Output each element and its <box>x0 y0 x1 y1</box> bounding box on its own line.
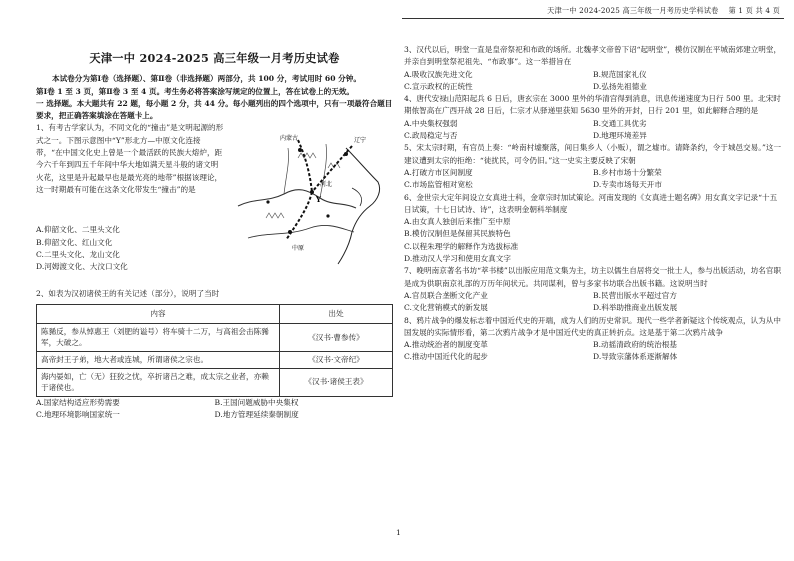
q2-option-b[interactable]: B.王国问题威胁中央集权 <box>214 397 299 407</box>
q3-option-c[interactable]: C.宣示政权的正统性 <box>404 81 473 91</box>
q6-option-a[interactable]: A.由女真人独创后来推广至中原 <box>404 217 511 227</box>
table-header-row <box>37 304 393 323</box>
q2-options-row-1 <box>36 397 393 409</box>
q5-option-a[interactable]: A.打破方市区间制度 <box>404 167 473 177</box>
q4-option-b[interactable]: B.交通工具优劣 <box>593 118 647 128</box>
map-label-inner-mongolia: 内蒙古 <box>280 135 299 143</box>
table-cell-source: 《汉书·诸侯王表》 <box>280 368 393 396</box>
table-row <box>37 323 393 351</box>
q7-options-row-1 <box>404 290 782 302</box>
header-school: 天津一中 2024-2025 高三年级一月考历史学科试卷 <box>547 6 719 15</box>
question-2-table <box>36 304 393 397</box>
q2-option-d[interactable]: D.地方管理延续秦朝制度 <box>214 410 299 420</box>
q4-options-row-2 <box>404 130 782 142</box>
page-header <box>547 6 780 16</box>
question-8-stem: 8、鸦片战争的爆发标志着中国近代史的开端，成为人们的历史常识。现代一些学者新疑这个传统观点，认为从中国发展的实际情形看，第二次鸦片战争才是中国近代史的真正转折点。这是基于第二次鸦片战争 <box>404 315 781 337</box>
q2-option-a[interactable]: A.国家结构适应形势需要 <box>36 397 120 407</box>
q4-option-d[interactable]: D.地理环境差异 <box>593 131 647 141</box>
table-cell-content: 陈豨反，参从悼惠王（刘肥的谥号）将车骑十二万，与高祖会击陈豨军，大破之。 <box>37 323 280 351</box>
cultural-map-figure <box>228 128 394 268</box>
q7-options-row-2 <box>404 302 782 314</box>
q5-option-d[interactable]: D.专卖市场每天开市 <box>593 180 662 190</box>
q6-option-c[interactable]: C.以程朱理学的解释作为选拔标准 <box>404 241 519 251</box>
q7-option-a[interactable]: A.官员联合垄断文化产业 <box>404 290 488 300</box>
question-5-stem: 5、宋太宗时期，有官员上奏：“岭南村墟聚落，间日集乡人（小贩），谓之墟市。请降条约，令于城邑交易。”这一建议遭到太宗的拒绝：“徒扰民，可令仍旧。”这一史实主要反映了宋朝 <box>404 143 782 165</box>
table-header-content: 内容 <box>37 304 280 323</box>
q5-options-row-1 <box>404 167 782 179</box>
q8-option-a[interactable]: A.推动统治者的制度变革 <box>404 340 488 350</box>
question-1 <box>36 122 393 288</box>
q1-option-a[interactable]: A.仰韶文化、二里头文化 <box>36 225 120 235</box>
q8-option-d[interactable]: D.导致宗藩体系逐渐解体 <box>593 352 678 362</box>
q8-option-c[interactable]: C.推动中国近代化的起步 <box>404 352 488 362</box>
table-cell-source: 《汉书·文帝纪》 <box>280 351 393 368</box>
table-cell-content: 高帝封王子弟，地大者或连城，所谓诸侯之宗也。 <box>37 351 280 368</box>
left-column <box>36 44 393 421</box>
exam-title: 天津一中 2024-2025 高三年级一月考历史试卷 <box>89 51 340 65</box>
q7-option-c[interactable]: C.文化营销模式的新发展 <box>404 303 488 313</box>
q5-option-c[interactable]: C.市场监管相对宽松 <box>404 180 473 190</box>
page-number: 1 <box>396 528 401 537</box>
q8-options-row-2 <box>404 351 782 363</box>
header-page: 第 1 页 共 4 页 <box>728 6 780 15</box>
q4-option-c[interactable]: C.政局稳定与否 <box>404 131 458 141</box>
q2-option-c[interactable]: C.地理环境影响国家统一 <box>36 410 120 420</box>
q7-option-b[interactable]: B.民营出版水平超过官方 <box>593 290 677 300</box>
q3-option-b[interactable]: B.规范国家礼仪 <box>593 69 647 79</box>
table-row <box>37 368 393 396</box>
question-2-stem: 2、如表为汉初诸侯王的有关记述（部分），说明了当时 <box>36 289 220 299</box>
map-label-central-plains: 中原 <box>292 245 305 253</box>
q8-options-row-1 <box>404 339 782 351</box>
q6-option-d[interactable]: D.推动汉人学习和使用女真文字 <box>404 254 511 264</box>
question-1-options <box>36 224 224 273</box>
question-3-stem: 3、汉代以后，明堂一直是皇帝祭祀和布政的场所。北魏孝文帝曾下诏“起明堂”，模仿汉制在平城南郊建立明堂，并亲自到明堂祭祀祖先、“布政事”。这一举措旨在 <box>404 45 782 67</box>
table-cell-source: 《汉书·曹参传》 <box>280 323 393 351</box>
question-6-stem: 6、金世宗大定年间设立女真进士科，金章宗时加试策论。河南发现的《女真进士题名碑》用女真文字记录“十五日试策，十七日试诗、诗”，这表明金朝科举制度 <box>404 192 778 214</box>
q1-option-c[interactable]: C.二里头文化、龙山文化 <box>36 250 120 260</box>
q6-option-b[interactable]: B.模仿汉制但是保留其民族特色 <box>404 229 511 239</box>
q4-option-a[interactable]: A.中央集权强弱 <box>404 118 458 128</box>
q5-options-row-2 <box>404 179 782 191</box>
q3-option-d[interactable]: D.弘扬先祖德业 <box>593 81 647 91</box>
q7-option-d[interactable]: D.科举助推商业出版发展 <box>593 303 678 313</box>
map-label-y: Y <box>316 195 321 205</box>
q1-option-b[interactable]: B.仰韶文化、红山文化 <box>36 237 113 247</box>
right-column <box>404 44 782 364</box>
intro-line-2: 第Ⅰ卷 1 至 3 页，第Ⅱ卷 3 至 4 页。考生务必将答案涂写规定的位置上，答在试卷上的无效。 <box>36 86 355 96</box>
q2-options-row-2 <box>36 409 393 421</box>
table-cell-content: 海内晏如，亡（无）狂狡之忧，卒折诸吕之难，成太宗之业者，亦赖于诸侯也。 <box>37 368 280 396</box>
intro-line-1: 本试卷分为第Ⅰ卷（选择题）、第Ⅱ卷（非选择题）两部分，共 100 分，考试用时 60 分钟。 <box>52 74 361 84</box>
section-1-instructions: 一 选择题。本大题共有 22 题，每小题 2 分，共 44 分。每小题列出的四个选项中，只有一项最符合题目要求，把正确答案填涂在答题卡上。 <box>36 98 393 121</box>
q3-option-a[interactable]: A.吸收汉族先进文化 <box>404 69 473 79</box>
table-header-source: 出处 <box>280 304 393 323</box>
q8-option-b[interactable]: B.动摇清政府的统治根基 <box>593 340 677 350</box>
q4-options-row-1 <box>404 118 782 130</box>
question-4-stem: 4、唐代安禄山范阳起兵 6 日后，唐玄宗在 3000 里外的华清宫得到消息，讯息传递速度为日行 500 里。北宋时期侬智高在广西开战 28 日后，仁宗才从驿递里获知 5630 里外的开封，日行 201 里，如此解释合理的是 <box>404 94 781 116</box>
q3-options-row-2 <box>404 81 782 93</box>
table-row <box>37 351 393 368</box>
map-label-liaoning: 辽宁 <box>354 137 367 145</box>
question-7-stem: 7、晚明南京著名书坊“萃书楼”以出版应用范文集为主，坊主以儒生自居将交一批士人，参与出版活动，坊名官职是成为供职南京礼部的万历年间状元。共同谋利，曾与多家书坊联合出版书籍。这说明当时 <box>404 266 782 288</box>
q3-options-row-1 <box>404 69 782 81</box>
question-1-stem: 1、有考古学家认为，不同文化的“撞击”是文明起源的形式之一。下图示意图中“Y”形北方—中原文化连接带，“在中国文化史上曾是一个最活跃的民族大熔炉，距今六千年到四五千年间中华大地如满天星斗般的诸文明火花，这里是升起最早也是最光亮的地带”根据该理论，这一时期最有可能在这条文化带发生“撞击”的是 <box>36 123 224 194</box>
map-label-hebei: 河北 <box>320 181 333 189</box>
q5-option-b[interactable]: B.乡村市场十分繁荣 <box>593 167 662 177</box>
q1-option-d[interactable]: D.河姆渡文化、大汶口文化 <box>36 262 128 272</box>
header-divider <box>402 18 784 19</box>
